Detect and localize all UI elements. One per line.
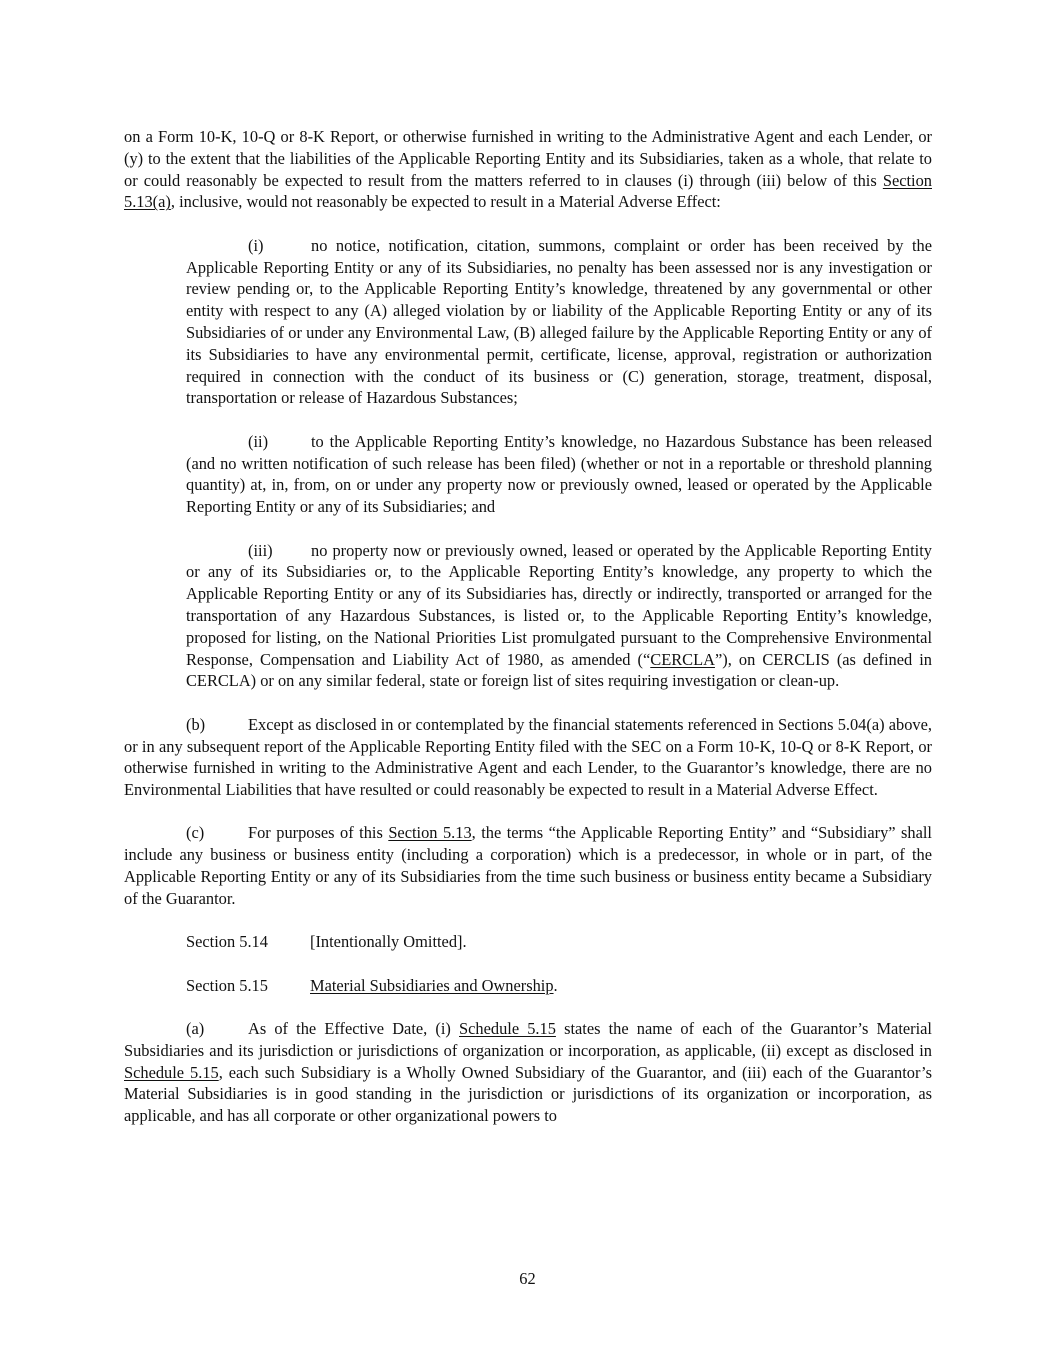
clause-iii-label: (iii)	[248, 540, 273, 560]
section-5-15-heading	[186, 975, 932, 997]
section-5-14-number: Section 5.14	[186, 932, 268, 952]
clause-ii-label: (ii)	[248, 431, 269, 451]
paragraph-c-label: (c)	[186, 823, 205, 843]
paragraph-5-15a-text-3: , each such Subsidiary is a Wholly Owned Subsidiary of the Guarantor, and (iii) each of the Guarantor’s Material Subsidiaries is in good standing in the jurisdiction or jurisdictions of its organization or incorporation, as applicable, and has all corporate or other organizational powers to	[124, 1062, 932, 1126]
cercla-term: CERCLA	[650, 649, 715, 669]
clause-iii	[186, 540, 932, 693]
section-5-15-title: Material Subsidiaries and Ownership	[310, 975, 554, 995]
paragraph-b	[124, 714, 932, 801]
schedule-5-15-reference-2: Schedule 5.15	[124, 1062, 219, 1082]
section-5-14-title: [Intentionally Omitted].	[310, 932, 467, 952]
clause-ii	[186, 431, 932, 518]
paragraph-5-15a-text-2: states the name of each of the Guarantor’s Material Subsidiaries and its jurisdiction or jurisdictions of organization or incorporation, as applicable, (ii) except as disclosed in	[124, 1019, 932, 1060]
paragraph-5-15a-label: (a)	[186, 1019, 205, 1039]
paragraph-c	[124, 822, 932, 909]
schedule-5-15-reference-1: Schedule 5.15	[459, 1019, 556, 1039]
section-5-15-number: Section 5.15	[186, 975, 268, 995]
intro-text-1: on a Form 10-K, 10-Q or 8-K Report, or otherwise furnished in writing to the Administrative Agent and each Lender, or (y) to the extent that the liabilities of the Applicable Reporting Entity and its Subsidiaries, taken as a whole, that relate to or could reasonably be expected to result from the matters referred to in clauses (i) through (iii) below of this	[124, 127, 932, 190]
clause-iii-text-2: ”), on CERCLIS (as defined in CERCLA) or on any similar federal, state or foreign list of sites requiring investigation or clean-up.	[186, 649, 932, 691]
clause-i	[186, 235, 932, 409]
paragraph-5-15a	[124, 1018, 932, 1127]
intro-paragraph	[124, 126, 932, 213]
document-page	[124, 126, 932, 1127]
paragraph-b-label: (b)	[186, 714, 206, 734]
paragraph-c-text-2: , the terms “the Applicable Reporting Entity” and “Subsidiary” shall include any business or business entity (including a corporation) which is a predecessor, in whole or in part, of the Applicable Reporting Entity or any of its Subsidiaries from the time such business or business entity became a Subsidiary of the Guarantor.	[124, 823, 932, 908]
clause-ii-text: to the Applicable Reporting Entity’s knowledge, no Hazardous Substance has been released (and no written notification of such release has been filed) (whether or not in a reportable or threshold planning quantity) at, in, from, on or under any property now or previously owned, leased or operated by the Applicable Reporting Entity or any of its Subsidiaries; and	[186, 431, 932, 517]
section-5-13-reference: Section 5.13	[388, 823, 472, 843]
page-number: 62	[519, 1269, 536, 1288]
section-5-14-heading	[186, 931, 932, 953]
clause-iii-text-1: no property now or previously owned, leased or operated by the Applicable Reporting Entity or any of its Subsidiaries or, to the Applicable Reporting Entity’s knowledge, any property to which the Applicable Reporting Entity or any of its Subsidiaries has, directly or indirectly, transported or arranged for the transportation of any Hazardous Substances, is listed or, to the Applicable Reporting Entity’s knowledge, proposed for listing, on the National Priorities List promulgated pursuant to the Comprehensive Environmental Response, Compensation and Liability Act of 1980, as amended (“	[186, 540, 932, 669]
paragraph-b-text: Except as disclosed in or contemplated by the financial statements referenced in Sections 5.04(a) above, or in any subsequent report of the Applicable Reporting Entity filed with the SEC on a Form 10-K, 10-Q or 8-K Report, or otherwise furnished in writing to the Administrative Agent and each Lender, to the Guarantor’s knowledge, there are no Environmental Liabilities that have resulted or could reasonably be expected to result in a Material Adverse Effect.	[124, 714, 932, 800]
intro-text-2: , inclusive, would not reasonably be expected to result in a Material Adverse Effect:	[170, 192, 721, 212]
clause-i-text: no notice, notification, citation, summons, complaint or order has been received by the Applicable Reporting Entity or any of its Subsidiaries, no penalty has been assessed nor is any investigation or review pending or, to the Applicable Reporting Entity’s knowledge, threatened by any governmental or other entity with respect to any (A) alleged violation by or liability of the Applicable Reporting Entity or any of its Subsidiaries of or under any Environmental Law, (B) alleged failure by the Applicable Reporting Entity or any of its Subsidiaries to have any environmental permit, certificate, license, approval, registration or authorization required in connection with the conduct of its business or (C) generation, storage, treatment, disposal, transportation or release of Hazardous Substances;	[186, 235, 932, 408]
section-5-15-period: .	[553, 975, 558, 995]
clause-i-label: (i)	[248, 235, 264, 255]
paragraph-5-15a-text-1: As of the Effective Date, (i)	[248, 1019, 460, 1039]
section-5-13a-reference: Section 5.13(a)	[124, 170, 932, 212]
paragraph-c-text-1: For purposes of this	[248, 823, 389, 843]
